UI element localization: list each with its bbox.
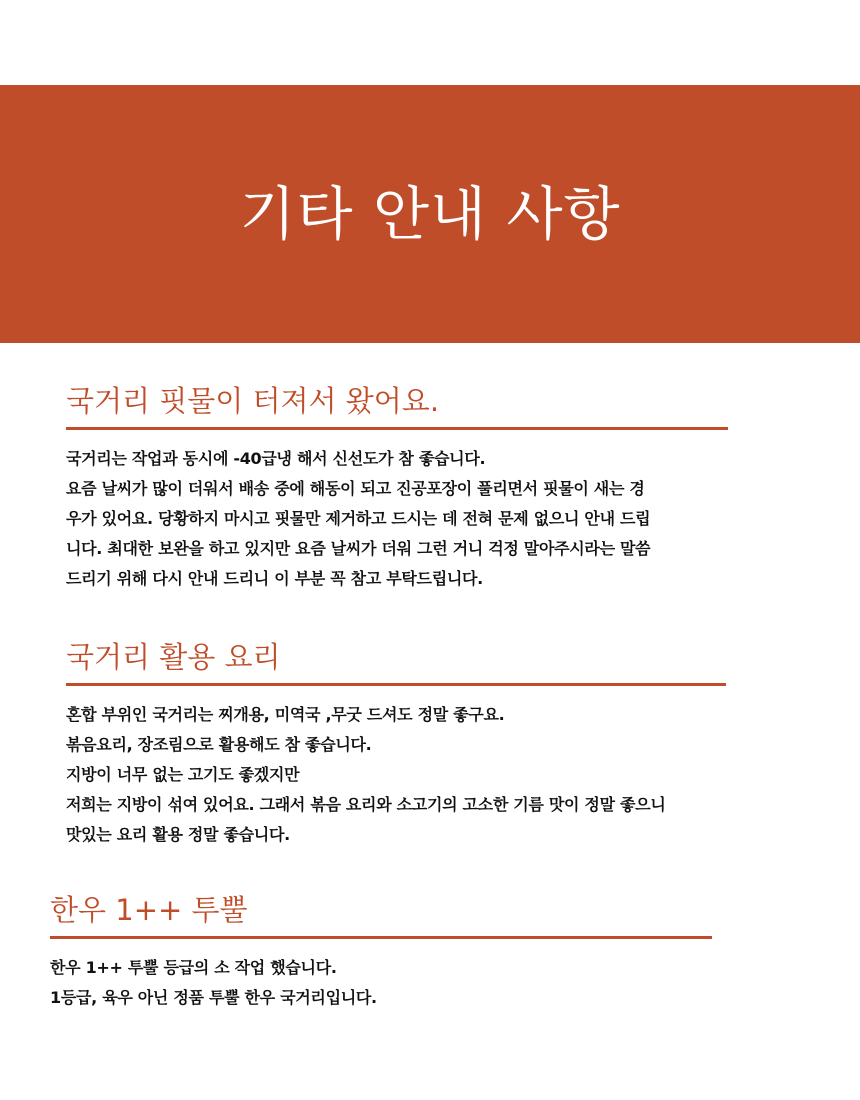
- section-heading: 국거리 핏물이 터져서 왔어요.: [66, 384, 440, 418]
- body-line: 드리기 위해 다시 안내 드리니 이 부분 꼭 참고 부탁드립니다.: [66, 568, 483, 588]
- section-body: [66, 444, 796, 594]
- section-recipe-uses: [66, 640, 826, 850]
- section-body: [66, 700, 826, 850]
- body-line: 한우 1++ 투뿔 등급의 소 작업 했습니다.: [50, 957, 337, 977]
- body-line: 1등급, 육우 아닌 정품 투뿔 한우 국거리입니다.: [50, 987, 377, 1007]
- body-line: 혼합 부위인 국거리는 찌개용, 미역국 ,무굿 드셔도 정말 좋구요.: [66, 704, 505, 724]
- body-line: 볶음요리, 장조림으로 활용해도 참 좋습니다.: [66, 734, 372, 754]
- body-line: 지방이 너무 없는 고기도 좋겠지만: [66, 764, 300, 784]
- body-line: 맛있는 요리 활용 정말 좋습니다.: [66, 824, 290, 844]
- heading-underline: [66, 427, 728, 430]
- section-heading: 국거리 활용 요리: [66, 640, 281, 674]
- title-banner: [0, 85, 860, 343]
- section-grade-info: [50, 893, 750, 1013]
- heading-underline: [66, 683, 726, 686]
- body-line: 요즘 날씨가 많이 더워서 배송 중에 해동이 되고 진공포장이 풀리면서 핏물이 새는 경: [66, 478, 645, 498]
- section-blood-leak-notice: [66, 384, 746, 594]
- body-line: 저희는 지방이 섞여 있어요. 그래서 볶음 요리와 소고기의 고소한 기름 맛이 정말 좋으니: [66, 794, 666, 814]
- heading-underline: [50, 936, 712, 939]
- page-title: 기타 안내 사항: [239, 180, 621, 248]
- section-body: [50, 953, 750, 1013]
- body-line: 니다. 최대한 보완을 하고 있지만 요즘 날씨가 더워 그런 거니 걱정 말아주시라는 말씀: [66, 538, 651, 558]
- section-heading: 한우 1++ 투뿔: [50, 893, 248, 927]
- body-line: 국거리는 작업과 동시에 -40급냉 해서 신선도가 참 좋습니다.: [66, 448, 486, 468]
- body-line: 우가 있어요. 당황하지 마시고 핏물만 제거하고 드시는 데 전혀 문제 없으니 안내 드립: [66, 508, 651, 528]
